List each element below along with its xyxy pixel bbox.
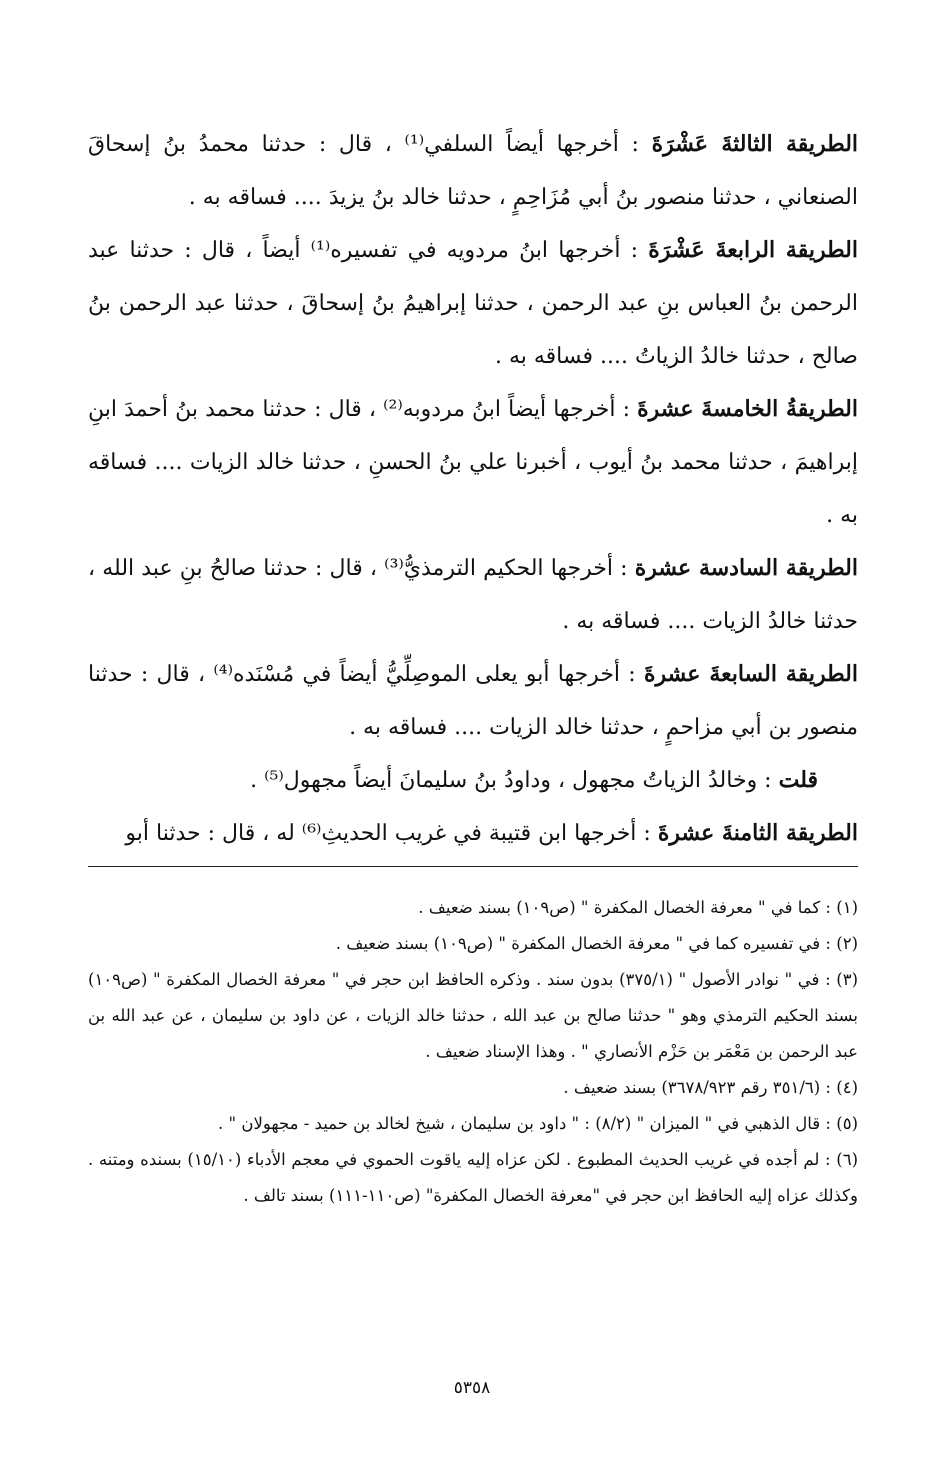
paragraph-body: : أخرجها أيضاً السلفي⁽¹⁾ ، قال : حدثنا محمدُ بنُ إسحاقَ الصنعاني ، حدثنا منصور بنُ أبي مُزَاحِمٍ ، حدثنا خالد بنُ يزيدَ .... فساقه به . [88,132,858,210]
paragraph-14 [88,224,858,383]
paragraph-body: : وخالدُ الزياتُ مجهول ، وداودُ بنُ سليمانَ أيضاً مجهول⁽⁵⁾ . [250,768,779,793]
footnote-4: (٤) : (٣٥١/٦ رقم ٣٦٧٨/٩٢٣) بسند ضعيف . [563,1078,858,1097]
footnote-2: (٢) : في تفسيره كما في " معرفة الخصال المكفرة " (ص١٠٩) بسند ضعيف . [335,934,858,953]
paragraph-body: : أخرجها أيضاً ابنُ مردوبه⁽²⁾ ، قال : حدثنا محمد بنُ أحمدَ ابنِ إبراهيمَ ، حدثنا محمد بنُ أيوب ، أخبرنا علي بنُ الحسنِ ، حدثنا خالد الزيات .... فساقه به . [88,397,858,528]
paragraph-heading: الطريقة الثالثةَ عَشْرَةَ [651,131,859,157]
paragraph-note [88,754,858,807]
paragraph-heading: قلت [778,767,818,793]
page-number: ٥٣٥٨ [453,1378,491,1398]
paragraph-body: : أخرجها ابن قتيبة في غريب الحديثِ⁽⁶⁾ له ، قال : حدثنا أبو [125,821,658,846]
paragraph-18 [88,807,858,860]
footnote-5: (٥) : قال الذهبي في " الميزان " (٨/٢) : " داود بن سليمان ، شيخ لخالد بن حميد - مجهولان " . [218,1114,858,1133]
footnotes [88,890,858,1214]
paragraph-body: : أخرجها ابنُ مردويه في تفسيره⁽¹⁾ أيضاً ، قال : حدثنا عبد الرحمن بنُ العباس بنِ عبد الرحمن ، حدثنا إبراهيمُ بنُ إسحاقَ ، حدثنا عبد الرحمن بنُ صالح ، حدثنا خالدُ الزياتُ .... فساقه به . [88,238,858,369]
footnote-divider [88,866,858,867]
paragraph-heading: الطريقة السابعةَ عشرةَ [643,661,858,687]
paragraph-body: : أخرجها أبو يعلى الموصِلِّيُّ أيضاً في مُسْنَده⁽⁴⁾ ، قال : حدثنا منصور بن أبي مزاحمٍ ، حدثنا خالد الزيات .... فساقه به . [88,662,858,740]
paragraph-heading: الطريقةُ الخامسةَ عشرةَ [637,396,858,422]
paragraph-16 [88,542,858,648]
footnote-1: (١) : كما في " معرفة الخصال المكفرة " (ص١٠٩) بسند ضعيف . [418,898,858,917]
paragraph-heading: الطريقة الثامنةَ عشرةَ [657,820,858,846]
paragraph-body: : أخرجها الحكيم الترمذيُّ⁽³⁾ ، قال : حدثنا صالحُ بنِ عبد الله ، حدثنا خالدُ الزيات .... فساقه به . [88,556,858,634]
paragraph-17 [88,648,858,754]
paragraph-15 [88,383,858,542]
footnote-6: (٦) : لم أجده في غريب الحديث المطبوع . لكن عزاه إليه ياقوت الحموي في معجم الأدباء (١٥/١٠) بسنده ومتنه . وكذلك عزاه إليه الحافظ ابن حجر في "معرفة الخصال المكفرة" (ص١١٠-١١١) بسند تالف . [88,1150,858,1205]
paragraph-heading: الطريقة الرابعةَ عَشْرَةَ [648,237,858,263]
paragraph-heading: الطريقة السادسة عشرة [634,555,858,581]
footnote-3: (٣) : في " نوادر الأصول " (٣٧٥/١) بدون سند . وذكره الحافظ ابن حجر في " معرفة الخصال المكفرة " (ص١٠٩) بسند الحكيم الترمذي وهو " حدثنا صالح بن عبد الله ، حدثنا خالد الزيات ، عن داود بن سليمان ، عن عبد الله بن عبد الرحمن بن مَعْمَر بن حَزْم الأنصاري " . وهذا الإسناد ضعيف . [88,970,859,1061]
paragraph-13 [88,118,858,224]
main-text [88,118,858,860]
